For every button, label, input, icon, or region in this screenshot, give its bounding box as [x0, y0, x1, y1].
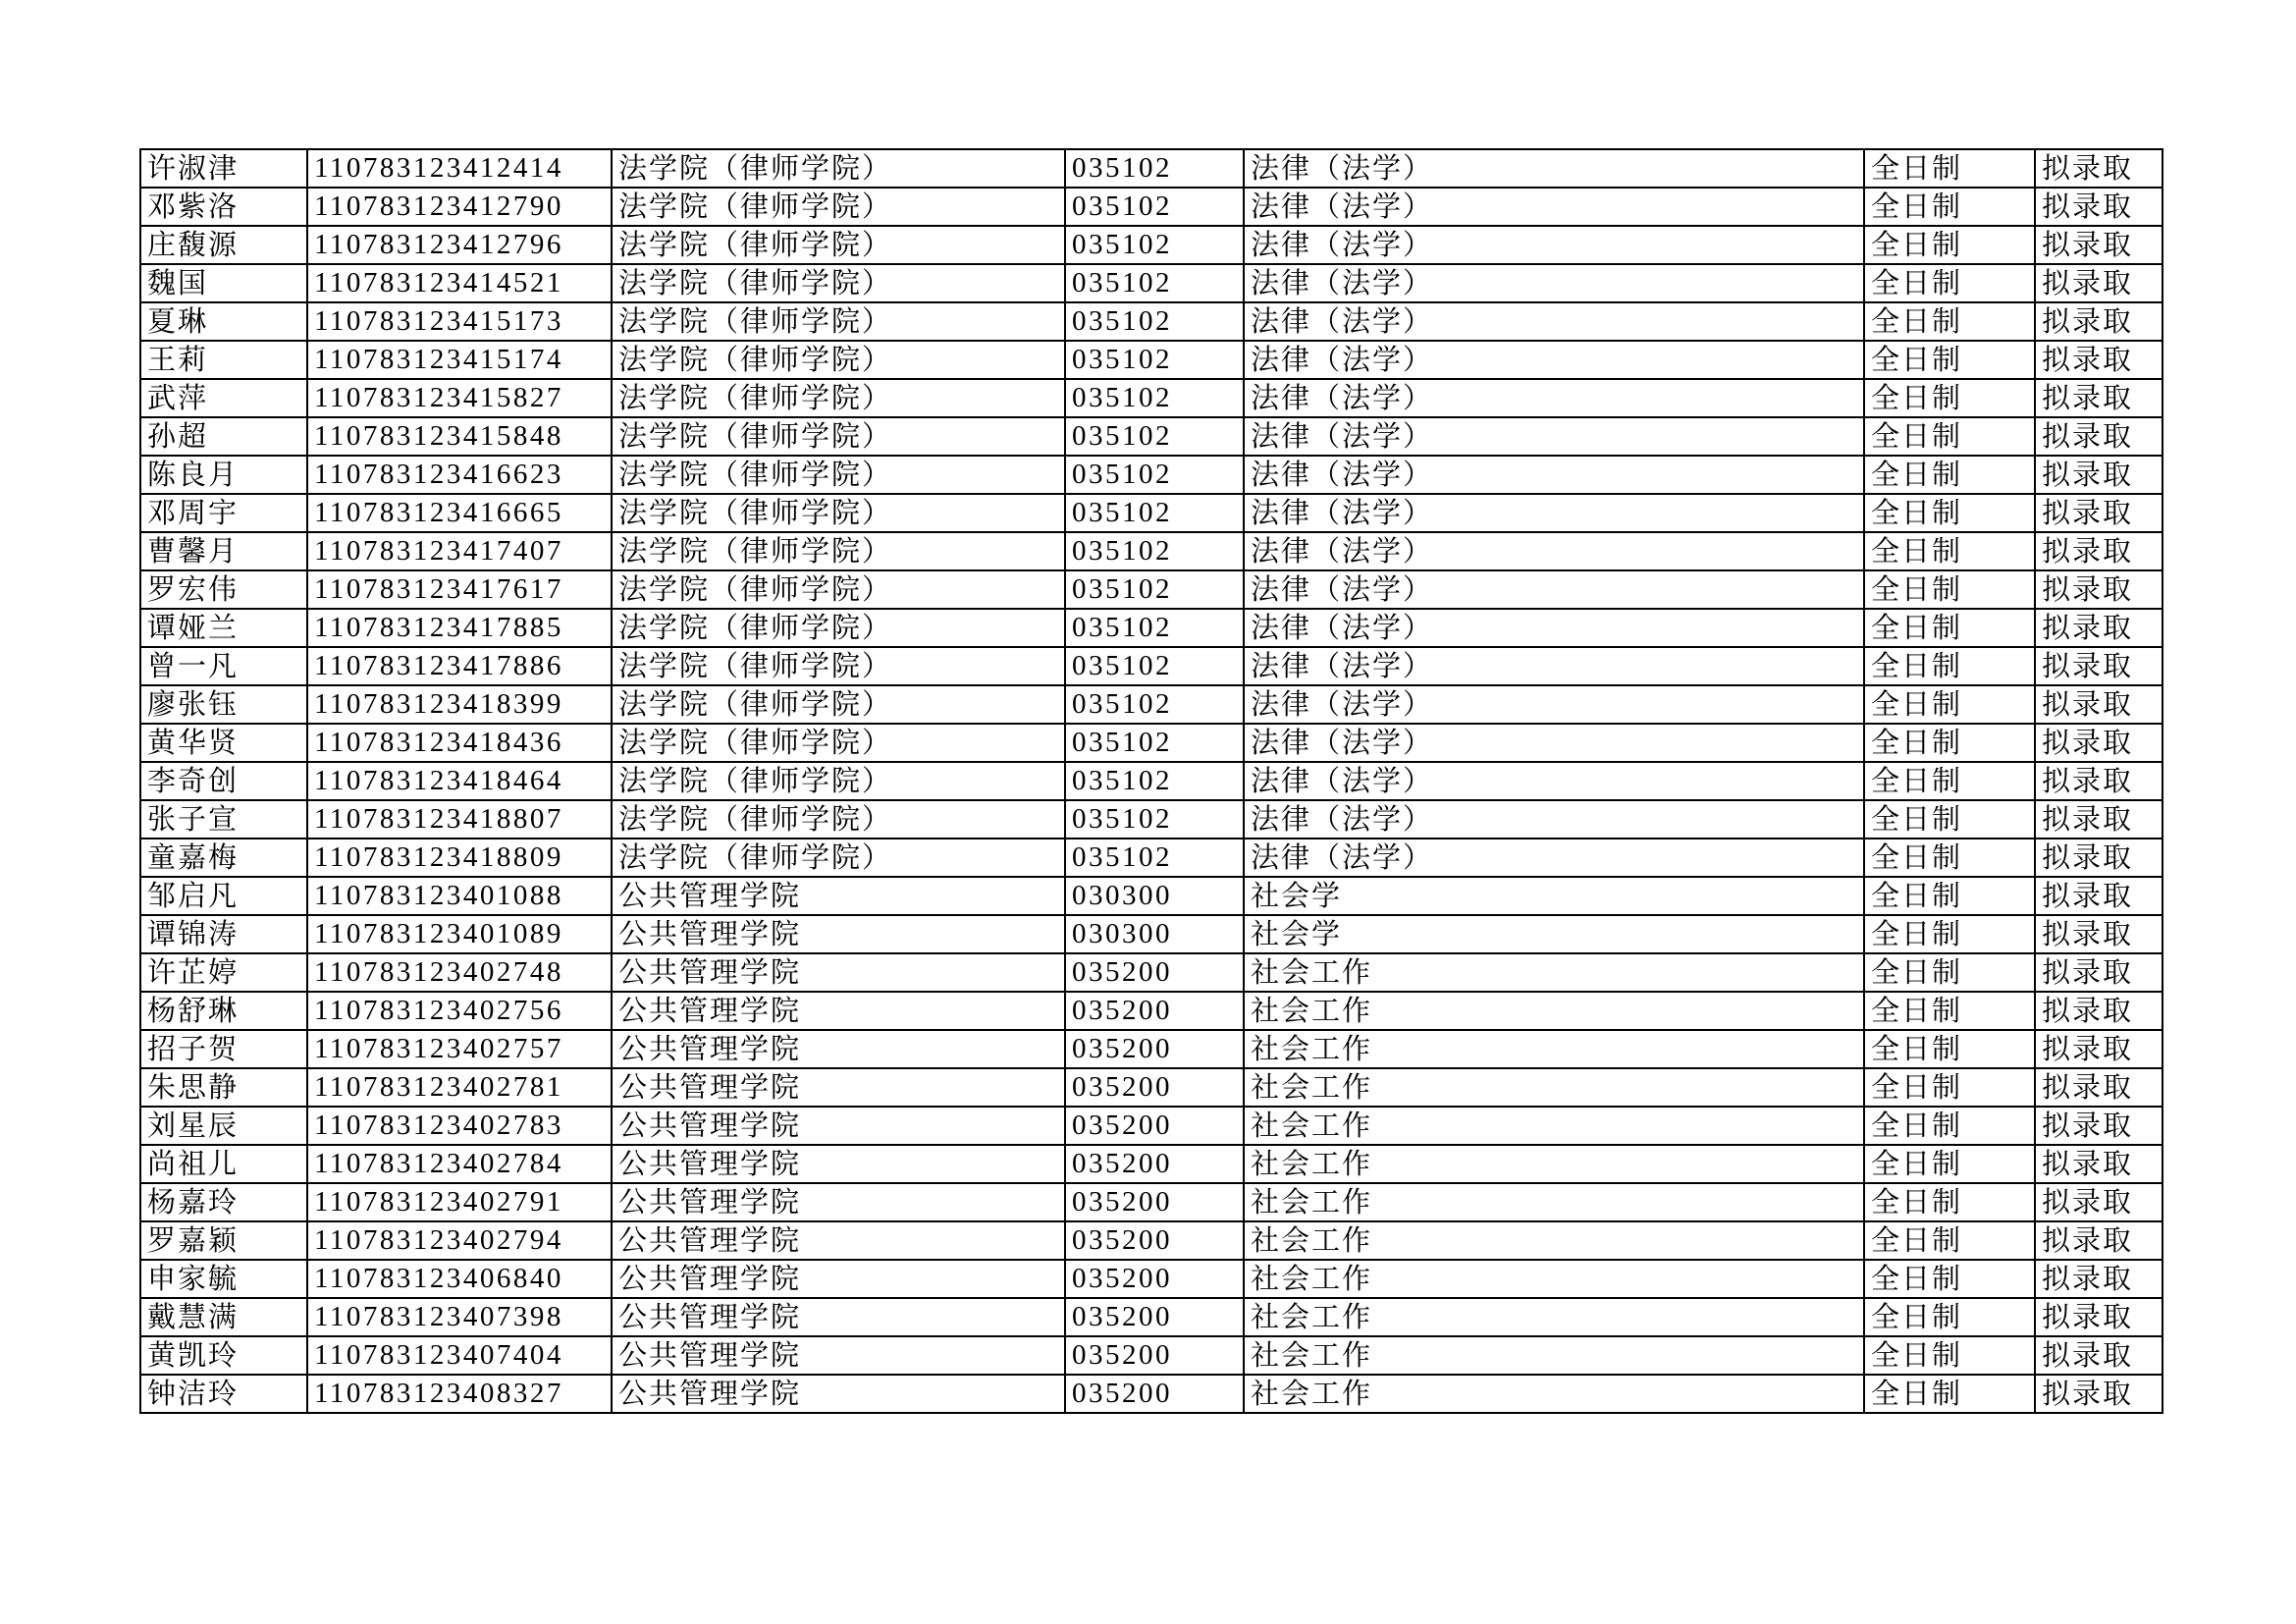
study-mode-cell: 全日制 — [1864, 1183, 2035, 1221]
major-code-cell: 035102 — [1065, 264, 1244, 302]
table-row — [140, 417, 2163, 456]
student-name-cell: 曹馨月 — [140, 532, 307, 570]
school-cell: 公共管理学院 — [612, 1298, 1065, 1336]
student-name-cell: 童嘉梅 — [140, 839, 307, 877]
table-row — [140, 1221, 2163, 1260]
major-name-cell: 法律（法学） — [1244, 532, 1864, 570]
student-name-cell: 邓周宇 — [140, 494, 307, 532]
table-row — [140, 302, 2163, 341]
exam-number-cell: 110783123402784 — [307, 1145, 612, 1183]
admission-status-cell: 拟录取 — [2035, 302, 2163, 341]
major-name-cell: 法律（法学） — [1244, 302, 1864, 341]
major-code-cell: 035200 — [1065, 1221, 1244, 1260]
exam-number-cell: 110783123415848 — [307, 417, 612, 456]
school-cell: 法学院（律师学院） — [612, 647, 1065, 685]
admission-status-cell: 拟录取 — [2035, 915, 2163, 953]
admission-status-cell: 拟录取 — [2035, 1183, 2163, 1221]
major-code-cell: 035102 — [1065, 379, 1244, 417]
major-name-cell: 法律（法学） — [1244, 379, 1864, 417]
exam-number-cell: 110783123407404 — [307, 1336, 612, 1375]
table-row — [140, 188, 2163, 226]
major-code-cell: 035102 — [1065, 685, 1244, 724]
study-mode-cell: 全日制 — [1864, 724, 2035, 762]
major-code-cell: 035200 — [1065, 1145, 1244, 1183]
major-code-cell: 035102 — [1065, 188, 1244, 226]
major-name-cell: 法律（法学） — [1244, 417, 1864, 456]
table-row — [140, 532, 2163, 570]
study-mode-cell: 全日制 — [1864, 647, 2035, 685]
exam-number-cell: 110783123417407 — [307, 532, 612, 570]
admission-status-cell: 拟录取 — [2035, 494, 2163, 532]
major-code-cell: 035200 — [1065, 1030, 1244, 1068]
major-code-cell: 035200 — [1065, 1107, 1244, 1145]
student-name-cell: 杨舒琳 — [140, 992, 307, 1030]
major-code-cell: 035102 — [1065, 494, 1244, 532]
major-name-cell: 法律（法学） — [1244, 494, 1864, 532]
study-mode-cell: 全日制 — [1864, 1221, 2035, 1260]
major-code-cell: 035200 — [1065, 1298, 1244, 1336]
exam-number-cell: 110783123418807 — [307, 800, 612, 839]
school-cell: 公共管理学院 — [612, 1030, 1065, 1068]
admission-status-cell: 拟录取 — [2035, 570, 2163, 609]
major-code-cell: 035102 — [1065, 302, 1244, 341]
school-cell: 法学院（律师学院） — [612, 609, 1065, 647]
student-name-cell: 黄凯玲 — [140, 1336, 307, 1375]
exam-number-cell: 110783123402781 — [307, 1068, 612, 1107]
major-code-cell: 035102 — [1065, 570, 1244, 609]
table-row — [140, 1030, 2163, 1068]
table-row — [140, 379, 2163, 417]
study-mode-cell: 全日制 — [1864, 839, 2035, 877]
major-code-cell: 035200 — [1065, 1336, 1244, 1375]
school-cell: 法学院（律师学院） — [612, 302, 1065, 341]
student-name-cell: 李奇创 — [140, 762, 307, 800]
admission-status-cell: 拟录取 — [2035, 1068, 2163, 1107]
study-mode-cell: 全日制 — [1864, 1336, 2035, 1375]
admission-status-cell: 拟录取 — [2035, 1030, 2163, 1068]
admission-status-cell: 拟录取 — [2035, 724, 2163, 762]
admission-status-cell: 拟录取 — [2035, 609, 2163, 647]
admission-status-cell: 拟录取 — [2035, 685, 2163, 724]
admission-status-cell: 拟录取 — [2035, 1107, 2163, 1145]
admission-status-cell: 拟录取 — [2035, 379, 2163, 417]
exam-number-cell: 110783123418464 — [307, 762, 612, 800]
major-name-cell: 法律（法学） — [1244, 724, 1864, 762]
major-name-cell: 法律（法学） — [1244, 264, 1864, 302]
school-cell: 法学院（律师学院） — [612, 456, 1065, 494]
study-mode-cell: 全日制 — [1864, 800, 2035, 839]
study-mode-cell: 全日制 — [1864, 456, 2035, 494]
table-row — [140, 1260, 2163, 1298]
table-row — [140, 953, 2163, 992]
student-name-cell: 杨嘉玲 — [140, 1183, 307, 1221]
study-mode-cell: 全日制 — [1864, 341, 2035, 379]
study-mode-cell: 全日制 — [1864, 302, 2035, 341]
exam-number-cell: 110783123417617 — [307, 570, 612, 609]
student-name-cell: 朱思静 — [140, 1068, 307, 1107]
school-cell: 公共管理学院 — [612, 1375, 1065, 1413]
table-row — [140, 839, 2163, 877]
major-code-cell: 035102 — [1065, 456, 1244, 494]
exam-number-cell: 110783123414521 — [307, 264, 612, 302]
exam-number-cell: 110783123401089 — [307, 915, 612, 953]
major-name-cell: 社会工作 — [1244, 1145, 1864, 1183]
table-row — [140, 264, 2163, 302]
major-name-cell: 社会学 — [1244, 877, 1864, 915]
exam-number-cell: 110783123408327 — [307, 1375, 612, 1413]
exam-number-cell: 110783123412796 — [307, 226, 612, 264]
admission-status-cell: 拟录取 — [2035, 264, 2163, 302]
admission-status-cell: 拟录取 — [2035, 762, 2163, 800]
exam-number-cell: 110783123416665 — [307, 494, 612, 532]
admission-status-cell: 拟录取 — [2035, 800, 2163, 839]
student-name-cell: 罗宏伟 — [140, 570, 307, 609]
school-cell: 公共管理学院 — [612, 1336, 1065, 1375]
table-row — [140, 647, 2163, 685]
school-cell: 法学院（律师学院） — [612, 532, 1065, 570]
school-cell: 公共管理学院 — [612, 1260, 1065, 1298]
study-mode-cell: 全日制 — [1864, 417, 2035, 456]
student-name-cell: 钟洁玲 — [140, 1375, 307, 1413]
school-cell: 法学院（律师学院） — [612, 149, 1065, 188]
school-cell: 公共管理学院 — [612, 1068, 1065, 1107]
study-mode-cell: 全日制 — [1864, 494, 2035, 532]
school-cell: 法学院（律师学院） — [612, 570, 1065, 609]
study-mode-cell: 全日制 — [1864, 149, 2035, 188]
student-name-cell: 武萍 — [140, 379, 307, 417]
major-code-cell: 035200 — [1065, 1260, 1244, 1298]
admission-status-cell: 拟录取 — [2035, 647, 2163, 685]
student-name-cell: 廖张钰 — [140, 685, 307, 724]
study-mode-cell: 全日制 — [1864, 1375, 2035, 1413]
school-cell: 公共管理学院 — [612, 915, 1065, 953]
admission-status-cell: 拟录取 — [2035, 953, 2163, 992]
school-cell: 公共管理学院 — [612, 953, 1065, 992]
major-name-cell: 法律（法学） — [1244, 456, 1864, 494]
major-name-cell: 社会工作 — [1244, 992, 1864, 1030]
major-code-cell: 035102 — [1065, 149, 1244, 188]
school-cell: 法学院（律师学院） — [612, 839, 1065, 877]
exam-number-cell: 110783123402757 — [307, 1030, 612, 1068]
major-name-cell: 社会工作 — [1244, 1221, 1864, 1260]
school-cell: 法学院（律师学院） — [612, 341, 1065, 379]
student-name-cell: 黄华贤 — [140, 724, 307, 762]
exam-number-cell: 110783123415827 — [307, 379, 612, 417]
major-code-cell: 035102 — [1065, 839, 1244, 877]
exam-number-cell: 110783123402794 — [307, 1221, 612, 1260]
major-name-cell: 法律（法学） — [1244, 570, 1864, 609]
major-code-cell: 035200 — [1065, 992, 1244, 1030]
study-mode-cell: 全日制 — [1864, 915, 2035, 953]
major-name-cell: 社会工作 — [1244, 1030, 1864, 1068]
student-name-cell: 戴慧满 — [140, 1298, 307, 1336]
student-name-cell: 曾一凡 — [140, 647, 307, 685]
study-mode-cell: 全日制 — [1864, 1068, 2035, 1107]
major-name-cell: 社会工作 — [1244, 953, 1864, 992]
major-code-cell: 035200 — [1065, 1183, 1244, 1221]
table-row — [140, 609, 2163, 647]
student-name-cell: 张子宣 — [140, 800, 307, 839]
exam-number-cell: 110783123406840 — [307, 1260, 612, 1298]
exam-number-cell: 110783123402791 — [307, 1183, 612, 1221]
table-row — [140, 1183, 2163, 1221]
study-mode-cell: 全日制 — [1864, 1298, 2035, 1336]
admission-status-cell: 拟录取 — [2035, 149, 2163, 188]
student-name-cell: 招子贺 — [140, 1030, 307, 1068]
exam-number-cell: 110783123412414 — [307, 149, 612, 188]
table-row — [140, 494, 2163, 532]
major-code-cell: 035102 — [1065, 532, 1244, 570]
major-code-cell: 035102 — [1065, 800, 1244, 839]
exam-number-cell: 110783123417886 — [307, 647, 612, 685]
table-row — [140, 724, 2163, 762]
major-name-cell: 法律（法学） — [1244, 188, 1864, 226]
student-name-cell: 许芷婷 — [140, 953, 307, 992]
admission-status-cell: 拟录取 — [2035, 1221, 2163, 1260]
school-cell: 法学院（律师学院） — [612, 494, 1065, 532]
school-cell: 法学院（律师学院） — [612, 264, 1065, 302]
study-mode-cell: 全日制 — [1864, 264, 2035, 302]
study-mode-cell: 全日制 — [1864, 953, 2035, 992]
major-code-cell: 035102 — [1065, 341, 1244, 379]
study-mode-cell: 全日制 — [1864, 685, 2035, 724]
major-name-cell: 社会工作 — [1244, 1068, 1864, 1107]
study-mode-cell: 全日制 — [1864, 992, 2035, 1030]
study-mode-cell: 全日制 — [1864, 188, 2035, 226]
school-cell: 公共管理学院 — [612, 992, 1065, 1030]
school-cell: 法学院（律师学院） — [612, 379, 1065, 417]
exam-number-cell: 110783123416623 — [307, 456, 612, 494]
table-row — [140, 226, 2163, 264]
school-cell: 法学院（律师学院） — [612, 762, 1065, 800]
student-name-cell: 孙超 — [140, 417, 307, 456]
admission-status-cell: 拟录取 — [2035, 1298, 2163, 1336]
major-code-cell: 035102 — [1065, 762, 1244, 800]
table-body — [140, 149, 2163, 1413]
student-name-cell: 谭娅兰 — [140, 609, 307, 647]
admission-status-cell: 拟录取 — [2035, 839, 2163, 877]
school-cell: 公共管理学院 — [612, 1221, 1065, 1260]
study-mode-cell: 全日制 — [1864, 1030, 2035, 1068]
admission-status-cell: 拟录取 — [2035, 417, 2163, 456]
major-name-cell: 法律（法学） — [1244, 149, 1864, 188]
table-row — [140, 1145, 2163, 1183]
school-cell: 法学院（律师学院） — [612, 417, 1065, 456]
student-name-cell: 邓紫洛 — [140, 188, 307, 226]
exam-number-cell: 110783123418436 — [307, 724, 612, 762]
student-name-cell: 魏国 — [140, 264, 307, 302]
admission-status-cell: 拟录取 — [2035, 992, 2163, 1030]
admission-status-cell: 拟录取 — [2035, 188, 2163, 226]
admission-status-cell: 拟录取 — [2035, 877, 2163, 915]
major-name-cell: 法律（法学） — [1244, 762, 1864, 800]
table-row — [140, 149, 2163, 188]
major-name-cell: 法律（法学） — [1244, 685, 1864, 724]
exam-number-cell: 110783123402756 — [307, 992, 612, 1030]
admission-status-cell: 拟录取 — [2035, 1336, 2163, 1375]
major-name-cell: 法律（法学） — [1244, 647, 1864, 685]
student-name-cell: 庄馥源 — [140, 226, 307, 264]
major-name-cell: 法律（法学） — [1244, 800, 1864, 839]
study-mode-cell: 全日制 — [1864, 1145, 2035, 1183]
table-row — [140, 992, 2163, 1030]
admission-status-cell: 拟录取 — [2035, 1260, 2163, 1298]
admission-status-cell: 拟录取 — [2035, 226, 2163, 264]
school-cell: 法学院（律师学院） — [612, 226, 1065, 264]
student-name-cell: 夏琳 — [140, 302, 307, 341]
admission-status-cell: 拟录取 — [2035, 341, 2163, 379]
major-name-cell: 社会工作 — [1244, 1183, 1864, 1221]
school-cell: 公共管理学院 — [612, 1107, 1065, 1145]
table-row — [140, 341, 2163, 379]
exam-number-cell: 110783123415174 — [307, 341, 612, 379]
major-code-cell: 035102 — [1065, 724, 1244, 762]
exam-number-cell: 110783123407398 — [307, 1298, 612, 1336]
major-code-cell: 035200 — [1065, 953, 1244, 992]
table-row — [140, 1375, 2163, 1413]
major-name-cell: 社会工作 — [1244, 1298, 1864, 1336]
major-code-cell: 035102 — [1065, 226, 1244, 264]
major-code-cell: 030300 — [1065, 877, 1244, 915]
study-mode-cell: 全日制 — [1864, 532, 2035, 570]
study-mode-cell: 全日制 — [1864, 1260, 2035, 1298]
table-row — [140, 800, 2163, 839]
major-name-cell: 法律（法学） — [1244, 839, 1864, 877]
school-cell: 法学院（律师学院） — [612, 724, 1065, 762]
exam-number-cell: 110783123402783 — [307, 1107, 612, 1145]
major-name-cell: 法律（法学） — [1244, 226, 1864, 264]
major-name-cell: 社会工作 — [1244, 1375, 1864, 1413]
study-mode-cell: 全日制 — [1864, 1107, 2035, 1145]
major-code-cell: 035200 — [1065, 1068, 1244, 1107]
major-code-cell: 030300 — [1065, 915, 1244, 953]
study-mode-cell: 全日制 — [1864, 609, 2035, 647]
school-cell: 法学院（律师学院） — [612, 188, 1065, 226]
table-row — [140, 1336, 2163, 1375]
school-cell: 公共管理学院 — [612, 1145, 1065, 1183]
major-name-cell: 社会学 — [1244, 915, 1864, 953]
student-name-cell: 申家毓 — [140, 1260, 307, 1298]
table-row — [140, 685, 2163, 724]
admission-status-cell: 拟录取 — [2035, 456, 2163, 494]
exam-number-cell: 110783123418809 — [307, 839, 612, 877]
exam-number-cell: 110783123402748 — [307, 953, 612, 992]
school-cell: 法学院（律师学院） — [612, 800, 1065, 839]
admission-status-cell: 拟录取 — [2035, 1375, 2163, 1413]
major-code-cell: 035102 — [1065, 609, 1244, 647]
table-row — [140, 570, 2163, 609]
table-row — [140, 1068, 2163, 1107]
admission-status-cell: 拟录取 — [2035, 1145, 2163, 1183]
table-row — [140, 762, 2163, 800]
student-name-cell: 刘星辰 — [140, 1107, 307, 1145]
student-name-cell: 许淑津 — [140, 149, 307, 188]
study-mode-cell: 全日制 — [1864, 226, 2035, 264]
exam-number-cell: 110783123418399 — [307, 685, 612, 724]
table-row — [140, 915, 2163, 953]
admission-list-table — [139, 148, 2163, 1414]
major-name-cell: 社会工作 — [1244, 1336, 1864, 1375]
table-row — [140, 1298, 2163, 1336]
table-row — [140, 877, 2163, 915]
study-mode-cell: 全日制 — [1864, 379, 2035, 417]
exam-number-cell: 110783123415173 — [307, 302, 612, 341]
major-name-cell: 法律（法学） — [1244, 609, 1864, 647]
admission-status-cell: 拟录取 — [2035, 532, 2163, 570]
major-name-cell: 法律（法学） — [1244, 341, 1864, 379]
student-name-cell: 邹启凡 — [140, 877, 307, 915]
school-cell: 公共管理学院 — [612, 1183, 1065, 1221]
student-name-cell: 谭锦涛 — [140, 915, 307, 953]
student-name-cell: 罗嘉颖 — [140, 1221, 307, 1260]
table-row — [140, 456, 2163, 494]
major-name-cell: 社会工作 — [1244, 1107, 1864, 1145]
major-code-cell: 035102 — [1065, 417, 1244, 456]
student-name-cell: 尚祖儿 — [140, 1145, 307, 1183]
major-code-cell: 035102 — [1065, 647, 1244, 685]
exam-number-cell: 110783123417885 — [307, 609, 612, 647]
student-name-cell: 王莉 — [140, 341, 307, 379]
study-mode-cell: 全日制 — [1864, 570, 2035, 609]
table-row — [140, 1107, 2163, 1145]
major-code-cell: 035200 — [1065, 1375, 1244, 1413]
school-cell: 法学院（律师学院） — [612, 685, 1065, 724]
school-cell: 公共管理学院 — [612, 877, 1065, 915]
major-name-cell: 社会工作 — [1244, 1260, 1864, 1298]
exam-number-cell: 110783123412790 — [307, 188, 612, 226]
study-mode-cell: 全日制 — [1864, 762, 2035, 800]
student-name-cell: 陈良月 — [140, 456, 307, 494]
exam-number-cell: 110783123401088 — [307, 877, 612, 915]
study-mode-cell: 全日制 — [1864, 877, 2035, 915]
